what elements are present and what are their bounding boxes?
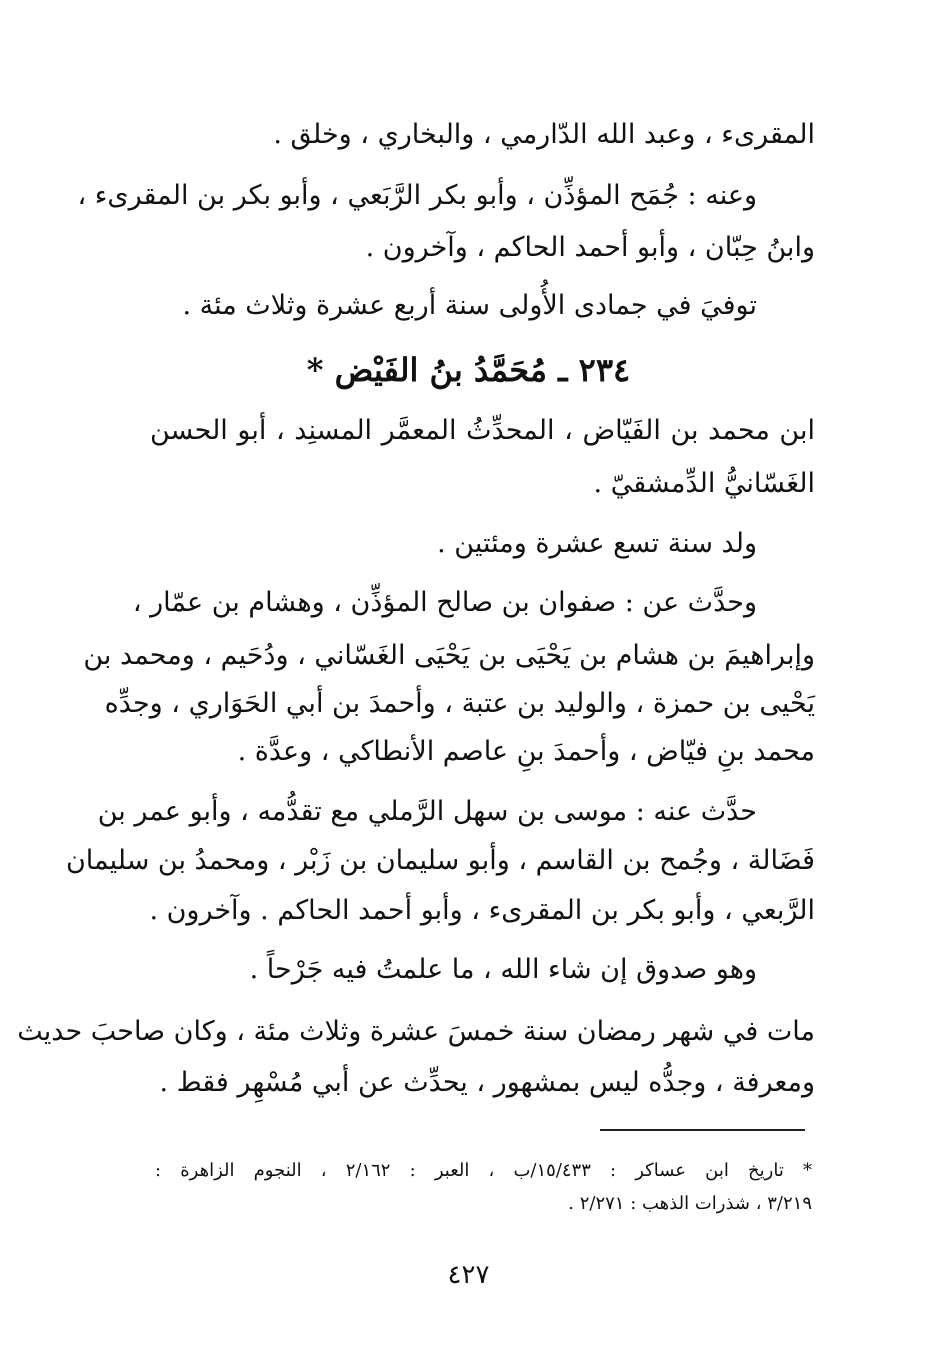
text-line: يَحْيى بن حمزة ، والوليد بن عتبة ، وأحمدَ بن أبي الحَوَاري ، وجدِّه	[104, 688, 815, 719]
footnote-line: * تاريخ ابن عساكر : ١٥/٤٣٣/ب ، العبر : ٢/١٦٢ ، النجوم الزاهرة :	[155, 1160, 813, 1181]
text-line: ولد سنة تسع عشرة ومئتين .	[437, 528, 757, 559]
footnote-line: ٣/٢١٩ ، شذرات الذهب : ٢/٢٧١ .	[568, 1193, 812, 1214]
text-line: ابن محمد بن الفَيّاض ، المحدِّثُ المعمَّر المسنِد ، أبو الحسن	[150, 415, 815, 446]
text-line: ومعرفة ، وجدُّه ليس بمشهور ، يحدِّث عن أبي مُسْهِر فقط .	[159, 1067, 815, 1098]
text-line: وهو صدوق إن شاء الله ، ما علمتُ فيه جَرْحاً .	[249, 954, 757, 985]
page-number: ٤٢٧	[447, 1260, 490, 1290]
text-line: توفيَ في جمادى الأُولى سنة أربع عشرة وثلاث مئة .	[182, 290, 757, 321]
text-line: فَضَالة ، وجُمح بن القاسم ، وأبو سليمان بن زَبْر ، ومحمدُ بن سليمان	[65, 845, 815, 876]
text-line: مات في شهر رمضان سنة خمسَ عشرة وثلاث مئة ، وكان صاحبَ حديث	[17, 1016, 815, 1047]
text-line: الغَسّانيُّ الدِّمشقيّ .	[593, 468, 815, 499]
text-line: الرَّبعي ، وأبو بكر بن المقرىء ، وأبو أحمد الحاكم . وآخرون .	[149, 895, 815, 926]
text-line: وحدَّث عن : صفوان بن صالح المؤذِّن ، وهشام بن عمّار ،	[132, 587, 757, 618]
text-line: محمد بنِ فيّاض ، وأحمدَ بنِ عاصم الأنطاكي ، وعدَّة .	[237, 736, 815, 767]
text-line: وعنه : جُمَح المؤذِّن ، وأبو بكر الرَّبَعي ، وأبو بكر بن المقرىء ،	[77, 180, 757, 211]
text-line: حدَّث عنه : موسى بن سهل الرَّملي مع تقدُّمه ، وأبو عمر بن	[97, 796, 757, 827]
footnote-divider	[600, 1129, 805, 1131]
entry-heading: ٢٣٤ ـ مُحَمَّدُ بنُ الفَيْض *	[306, 351, 631, 389]
text-line: المقرىء ، وعبد الله الدّارمي ، والبخاري ، وخلق .	[273, 119, 815, 150]
text-line: وابنُ حِبّان ، وأبو أحمد الحاكم ، وآخرون .	[365, 232, 815, 263]
text-line: وإبراهيمَ بن هشام بن يَحْيَى بن يَحْيَى الغَسّاني ، ودُحَيم ، ومحمد بن	[83, 640, 815, 671]
